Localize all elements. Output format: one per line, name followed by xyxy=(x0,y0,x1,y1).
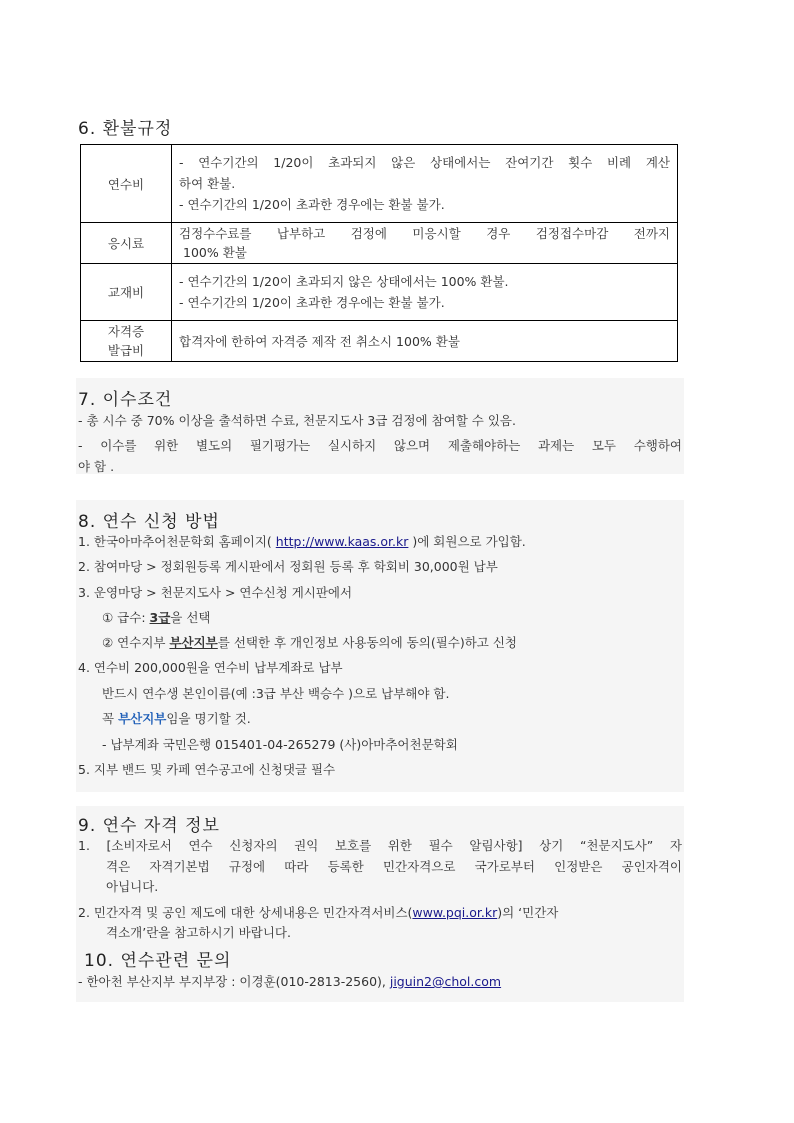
qualification-info-1-end: 아닙니다. xyxy=(106,879,159,894)
pqi-link[interactable]: www.pqi.or.kr xyxy=(412,905,498,920)
payment-account: - 납부계좌 국민은행 015401-04-265279 (사)아마추어천문학회 xyxy=(102,737,458,752)
table-row xyxy=(81,321,678,362)
row-text: - 연수기간의 1/20이 초과되지 않은 상태에서는 잔여기간 횟수 비례 계산 xyxy=(179,155,670,170)
row-label: 연수비 xyxy=(81,145,172,223)
table-row xyxy=(81,145,678,223)
section-6-heading: 6. 환불규정 xyxy=(78,119,173,139)
qualification-info-1-cont: 격은 자격기본법 규정에 따라 등록한 민간자격으로 국가로부터 인정받은 공인자격이 xyxy=(106,859,682,874)
row-label: 교재비 xyxy=(81,264,172,321)
completion-condition-1: - 총 시수 중 70% 이상을 출석하면 수료, 천문지도사 3급 검정에 참여할 수 있음. xyxy=(78,413,516,428)
row-content xyxy=(172,264,678,321)
step-4-note: 반드시 연수생 본인이름(예 :3급 부산 백승수 )으로 납부해야 함. xyxy=(102,686,450,701)
completion-condition-2-cont: 야 함 . xyxy=(78,459,115,474)
section-9-heading: 9. 연수 자격 정보 xyxy=(78,816,220,836)
step-4: 4. 연수비 200,000원을 연수비 납부계좌로 납부 xyxy=(78,660,343,675)
completion-condition-2: - 이수를 위한 별도의 필기평가는 실시하지 않으며 제출해야하는 과제는 모두 수행하여 xyxy=(78,438,682,453)
info-text: )의 ‘민간자 xyxy=(497,905,559,920)
note-text: 임을 명기할 것. xyxy=(166,711,251,726)
note-text: 꼭 xyxy=(102,711,119,726)
sub-text: 를 선택한 후 개인정보 사용동의에 동의(필수)하고 신청 xyxy=(217,635,518,650)
row-text: - 연수기간의 1/20이 초과한 경우에는 환불 불가. xyxy=(179,197,445,212)
contact-line xyxy=(78,972,501,990)
sub-text: ② 연수지부 xyxy=(102,635,170,650)
row-label-line: 발급비 xyxy=(107,343,145,358)
row-label-line: 자격증 xyxy=(107,324,145,339)
sub-text: 을 선택 xyxy=(170,610,211,625)
row-text: 하여 환불. xyxy=(179,176,236,191)
kaas-homepage-link[interactable]: http://www.kaas.or.kr xyxy=(275,534,409,549)
row-text: 100% 환불 xyxy=(183,245,247,260)
section-7-heading: 7. 이수조건 xyxy=(78,390,173,410)
grade-emphasis: 3급 xyxy=(149,610,171,625)
step-3: 3. 운영마당 > 천문지도사 > 연수신청 게시판에서 xyxy=(78,585,353,600)
row-content xyxy=(172,145,678,223)
qualification-info-2-cont: 격소개’란을 참고하시기 바랍니다. xyxy=(106,925,291,940)
step-3-sub-1 xyxy=(102,608,211,626)
row-content xyxy=(172,223,678,264)
step-1-text: 1. 한국아마추어천문학회 홈페이지( xyxy=(78,534,276,549)
contact-email-link[interactable]: jiguin2@chol.com xyxy=(389,974,502,989)
table-row xyxy=(81,264,678,321)
step-4-branch-note xyxy=(102,709,251,727)
step-5: 5. 지부 밴드 및 카페 연수공고에 신청댓글 필수 xyxy=(78,762,336,777)
row-text: 합격자에 한하여 자격증 제작 전 취소시 100% 환불 xyxy=(179,333,460,349)
table-row xyxy=(81,223,678,264)
info-text: 2. 민간자격 및 공인 제도에 대한 상세내용은 민간자격서비스( xyxy=(78,905,413,920)
row-text: - 연수기간의 1/20이 초과한 경우에는 환불 불가. xyxy=(179,295,445,310)
row-label xyxy=(81,321,172,362)
step-1-text: )에 회원으로 가입함. xyxy=(408,534,526,549)
section-10-heading: 10. 연수관련 문의 xyxy=(84,951,232,971)
row-text: 검정수수료를 납부하고 검정에 미응시할 경우 검정접수마감 전까지 xyxy=(179,226,670,241)
row-label: 응시료 xyxy=(81,223,172,264)
contact-text: - 한아천 부산지부 부지부장 : 이경훈(010-2813-2560), xyxy=(78,974,390,989)
refund-policy-table xyxy=(80,144,678,362)
step-2: 2. 참여마당 > 정회원등록 게시판에서 정회원 등록 후 학회비 30,000원 납부 xyxy=(78,559,498,574)
row-text: - 연수기간의 1/20이 초과되지 않은 상태에서는 100% 환불. xyxy=(179,274,509,289)
qualification-info-1: 1. [소비자로서 연수 신청자의 권익 보호를 위한 필수 알림사항] 상기 “천문지도사” 자 xyxy=(78,838,682,853)
step-3-sub-2 xyxy=(102,633,517,651)
branch-emphasis: 부산지부 xyxy=(169,635,218,650)
qualification-info-2 xyxy=(78,903,558,921)
branch-highlight: 부산지부 xyxy=(118,711,167,726)
section-8-heading: 8. 연수 신청 방법 xyxy=(78,512,220,532)
step-1 xyxy=(78,532,526,550)
sub-text: ① 급수: xyxy=(102,610,150,625)
row-content xyxy=(172,321,678,362)
